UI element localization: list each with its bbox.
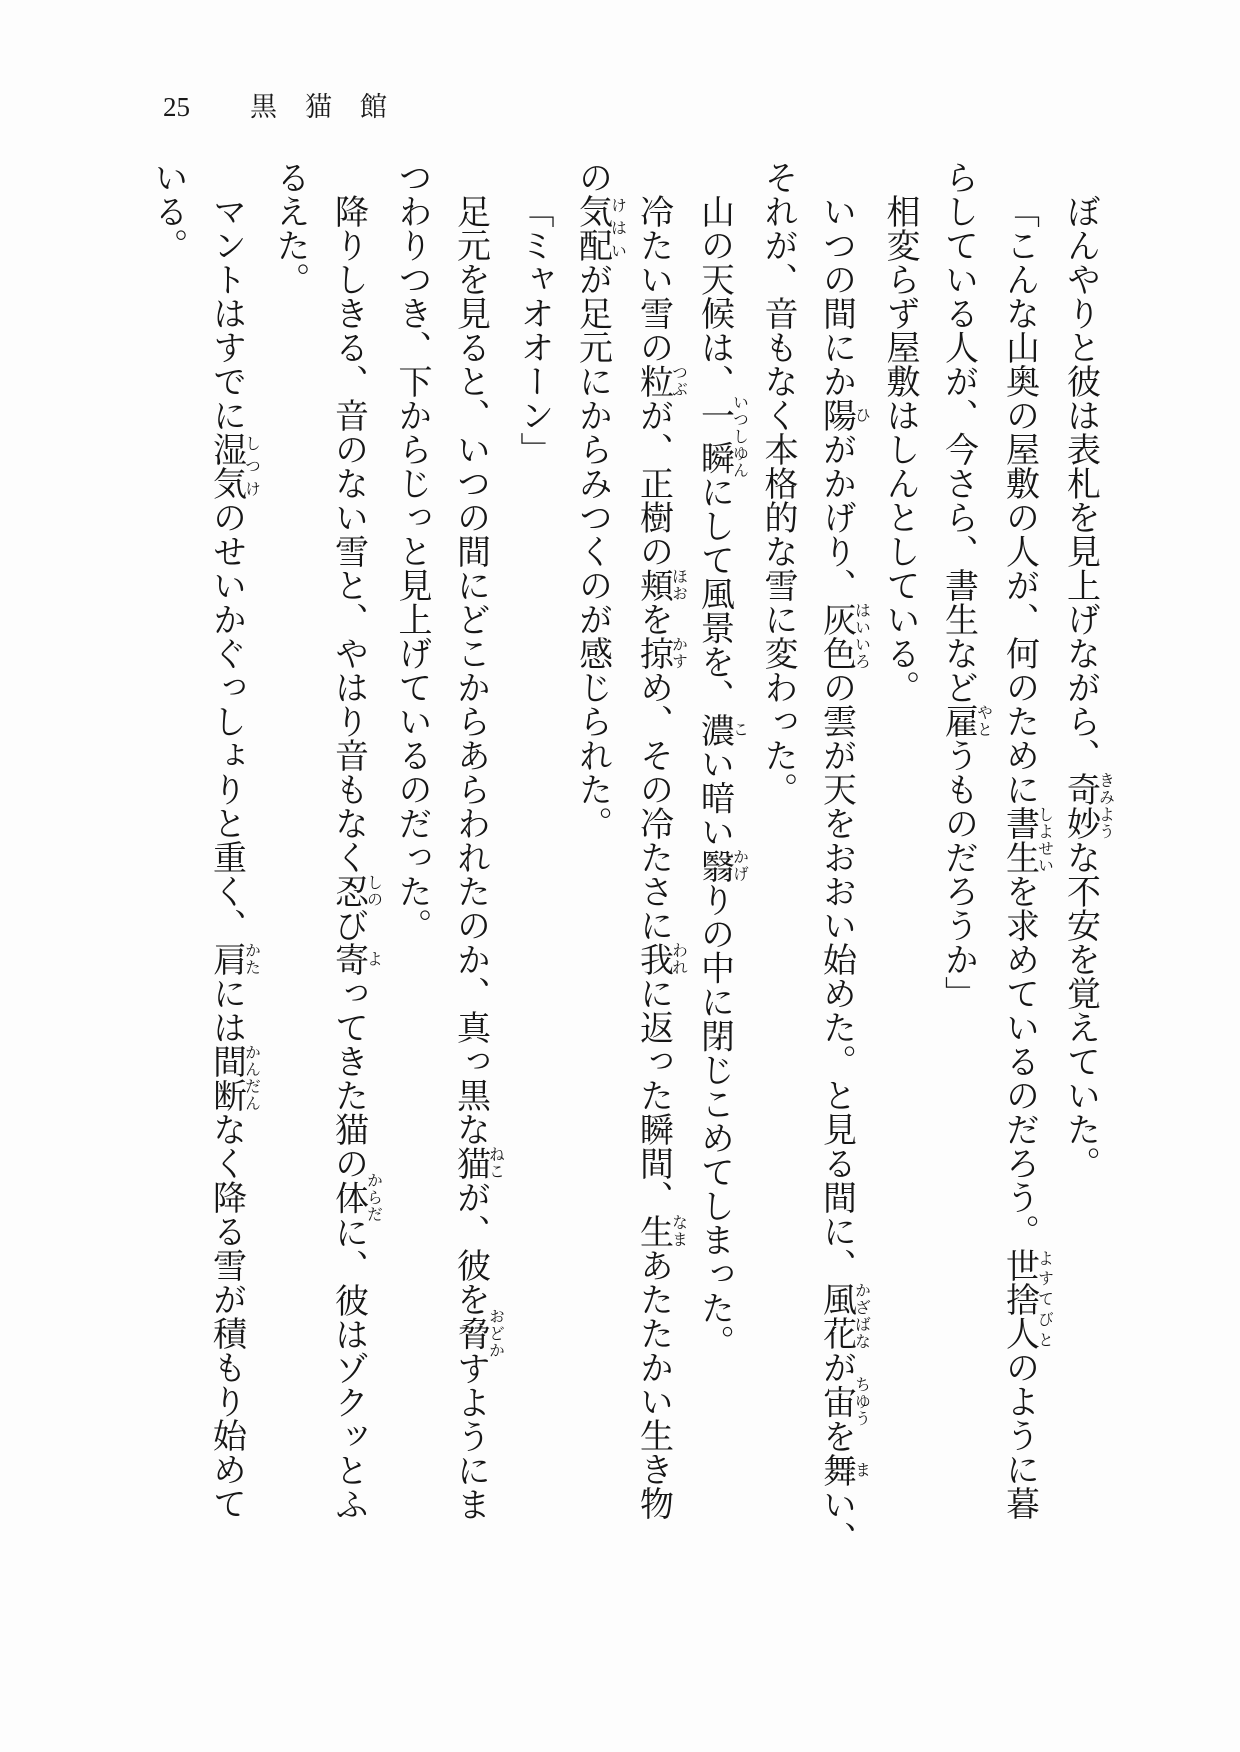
text-line: 降りしきる、音のない雪と、やはり音もなく忍しのび寄よってきた猫の体からだに、彼はゾクッとふ	[329, 194, 382, 1521]
furigana: こ	[730, 712, 748, 747]
text-line: らしている人が、今さら、書生など雇やとうものだろうか」	[939, 160, 992, 1010]
ruby-annotated-word: 濃こ	[695, 712, 748, 747]
text-line: 相変らず屋敷はしんとしている。	[881, 194, 918, 704]
furigana: からだ	[364, 1172, 382, 1223]
ruby-annotated-word: 陽ひ	[817, 398, 870, 432]
ruby-annotated-word: 我われ	[634, 942, 687, 976]
text-line: つわりつき、下からじっと見上げているのだった。	[393, 160, 430, 942]
text-line: それが、音もなく本格的な雪に変わった。	[759, 160, 796, 806]
furigana: かた	[242, 942, 260, 976]
furigana: ひ	[852, 398, 870, 432]
paragraph	[381, 160, 503, 1522]
furigana: はいいろ	[852, 602, 870, 670]
chapter-title: 黒猫館	[250, 92, 415, 122]
paragraph	[503, 160, 564, 1522]
furigana: かげ	[730, 848, 748, 883]
ruby-annotated-word: 粒つぶ	[634, 364, 687, 398]
text-line: 足元を見ると、いつの間にどこからあらわれたのか、真っ黒な猫ねこが、彼を脅おどかすようにま	[451, 194, 504, 1521]
text-line: の気配けはいが足元にからみつくのが感じられた。	[573, 160, 626, 840]
ruby-annotated-word: 肩かた	[207, 942, 260, 976]
paragraph	[137, 160, 259, 1522]
text-line: マントはすでに湿気しつけのせいかぐっしょりと重く、肩かたには間断かんだんなく降る雪が積もり始めて	[207, 194, 260, 1520]
furigana: かんだん	[242, 1044, 260, 1112]
paragraph	[747, 160, 870, 1555]
ruby-annotated-word: 体からだ	[329, 1172, 382, 1223]
text-line: 冷たい雪の粒つぶが、正樹の頬ほおを掠かすめ、その冷たさに我われに返った瞬間、生なまあたたかい生き物	[634, 194, 687, 1520]
ruby-annotated-word: 間断かんだん	[207, 1044, 260, 1112]
ruby-annotated-word: 猫ねこ	[451, 1146, 504, 1180]
furigana: しの	[364, 874, 382, 908]
ruby-annotated-word: 灰色はいいろ	[817, 602, 870, 670]
furigana: つぶ	[669, 364, 687, 398]
ruby-annotated-word: 翳かげ	[695, 848, 748, 883]
furigana: かざばな	[852, 1282, 870, 1350]
text-line: いる。	[149, 160, 186, 262]
furigana: しつけ	[242, 432, 260, 500]
furigana: よすてびと	[1035, 1248, 1053, 1350]
furigana: けはい	[608, 194, 626, 262]
ruby-annotated-word: 脅おどか	[451, 1308, 504, 1359]
ruby-annotated-word: 気配けはい	[573, 194, 626, 262]
paragraph	[259, 160, 381, 1522]
ruby-annotated-word: 舞ま	[817, 1453, 870, 1487]
paragraph	[686, 160, 747, 1522]
ruby-annotated-word: 掠かす	[634, 636, 687, 670]
ruby-annotated-word: 頬ほお	[634, 568, 687, 602]
ruby-annotated-word: 奇妙きみよう	[1061, 772, 1114, 840]
furigana: ほお	[669, 568, 687, 602]
paragraph	[564, 160, 686, 1522]
ruby-annotated-word: 湿気しつけ	[207, 432, 260, 500]
ruby-annotated-word: 忍しの	[329, 874, 382, 908]
text-line: 山の天候は、一瞬いつしゆんにして風景を、濃こい暗い翳かげりの中に閉じこめてしまった。	[695, 194, 748, 1359]
furigana: きみよう	[1096, 772, 1114, 840]
ruby-annotated-word: 風花かざばな	[817, 1282, 870, 1350]
furigana: やと	[974, 704, 992, 738]
furigana: ねこ	[486, 1146, 504, 1180]
running-head	[163, 90, 415, 124]
ruby-annotated-word: 寄よ	[329, 942, 382, 976]
paragraph	[869, 160, 930, 1522]
ruby-annotated-word: 書生しよせい	[1000, 806, 1053, 874]
furigana: かす	[669, 636, 687, 670]
furigana: われ	[669, 942, 687, 976]
text-line: るえた。	[271, 160, 308, 296]
ruby-annotated-word: 生なま	[634, 1214, 687, 1248]
ruby-annotated-word: 一瞬いつしゆん	[695, 393, 748, 479]
text-line: いつの間にか陽ひがかげり、灰色はいいろの雲が天をおおい始めた。と見る間に、風花かざばなが宙ちゆうを舞まい、	[817, 194, 870, 1555]
furigana: よ	[364, 942, 382, 976]
text-line: 「こんな山奥の屋敷の人が、何のために書生しよせいを求めているのだろう。世捨人よすてびとのように暮	[1000, 194, 1053, 1520]
ruby-annotated-word: 雇やと	[939, 704, 992, 738]
ruby-annotated-word: 宙ちゆう	[817, 1376, 870, 1427]
text-line: 「ミャオオーン」	[515, 194, 552, 466]
furigana: しよせい	[1035, 806, 1053, 874]
ruby-annotated-word: 世捨人よすてびと	[1000, 1248, 1053, 1350]
furigana: なま	[669, 1214, 687, 1248]
furigana: おどか	[486, 1308, 504, 1359]
furigana: ま	[852, 1453, 870, 1487]
paragraph	[1052, 160, 1113, 1522]
page-number: 25	[163, 92, 190, 122]
furigana: いつしゆん	[730, 393, 748, 479]
text-line: ぼんやりと彼は表札を見上げながら、奇妙きみような不安を覚えていた。	[1061, 194, 1114, 1180]
paragraph	[930, 160, 1052, 1522]
body-text	[137, 160, 1114, 1555]
furigana: ちゆう	[852, 1376, 870, 1427]
